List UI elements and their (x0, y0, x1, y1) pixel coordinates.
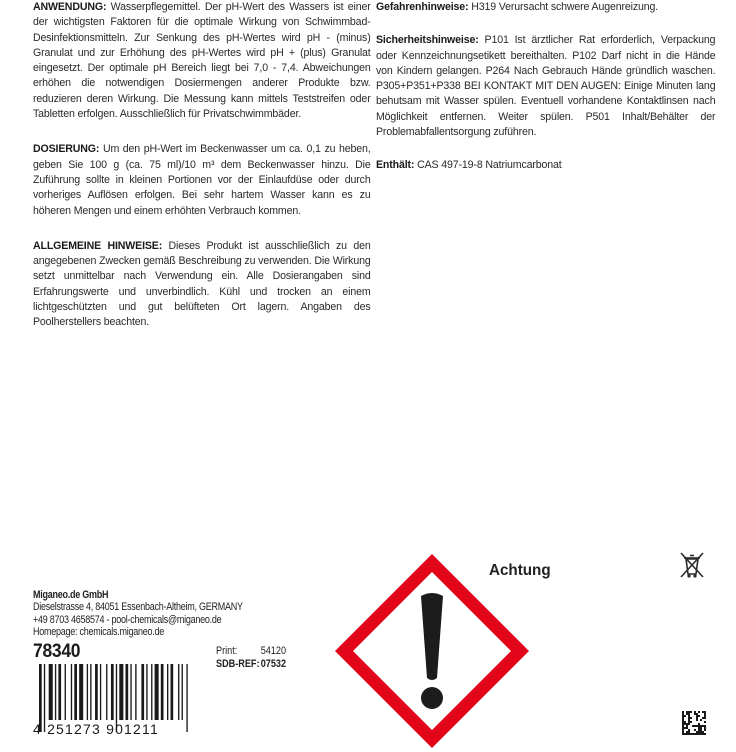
barcode-bar (119, 664, 123, 720)
datamatrix-cell (702, 725, 704, 727)
datamatrix-cell (700, 725, 702, 727)
datamatrix-cell (704, 733, 706, 735)
datamatrix-cell (696, 717, 698, 719)
barcode-bar (135, 664, 136, 720)
ghs07-exclamation-icon (331, 550, 533, 752)
barcode-bar (151, 664, 152, 720)
barcode-bar (71, 664, 72, 720)
datamatrix-cell (698, 715, 700, 717)
barcode-bar (182, 664, 183, 720)
barcode-bar (146, 664, 147, 720)
datamatrix-cell (688, 729, 690, 731)
datamatrix-cell (704, 725, 706, 727)
barcode-digits: 4 251273 901211 (33, 721, 159, 737)
datamatrix-cell (690, 717, 692, 719)
barcode-bar (126, 664, 129, 720)
datamatrix-cell (692, 733, 694, 735)
datamatrix-cell (682, 729, 684, 731)
datamatrix-cell (688, 733, 690, 735)
anwendung-paragraph (33, 0, 371, 122)
datamatrix-cell (682, 717, 684, 719)
barcode-bar (65, 664, 66, 720)
datamatrix-cell (686, 711, 688, 713)
datamatrix-cell (700, 727, 702, 729)
barcode-bar (161, 664, 164, 720)
datamatrix-cell (698, 711, 700, 713)
barcode-bar (178, 664, 179, 720)
barcode-bar (87, 664, 88, 720)
datamatrix-cell (688, 715, 690, 717)
sdb-value: 07532 (260, 658, 287, 670)
datamatrix-cell (686, 727, 688, 729)
datamatrix-cell (704, 717, 706, 719)
print-value: 54120 (260, 645, 287, 657)
datamatrix-cell (698, 731, 700, 733)
datamatrix-cell (688, 711, 690, 713)
enthaelt-text: CAS 497-19-8 Natriumcarbonat (414, 159, 562, 172)
datamatrix-cell (694, 733, 696, 735)
datamatrix-cell (684, 721, 686, 723)
company-homepage: Homepage: chemicals.miganeo.de (33, 626, 165, 639)
datamatrix-cell (700, 729, 702, 731)
print-label: Print: (216, 645, 238, 657)
datamatrix-icon (682, 711, 706, 736)
anwendung-text: Wasserpflegemittel. Der pH-Wert des Wassers ist einer der wichtigsten Faktoren für die optimale Wirkung von Schwimmbad-Desinfektionsmitteln. Zur Senkung des pH-Wertes wird pH - (minus) Granulat und zur Erhöhung des pH-Wertes wird pH + (plus) Granulat eingesetzt. Der optimale pH Bereich liegt bei 7,0 - 7,4. Abweichungen erhöhen die notwendigen Dosiermengen anderer Produkte bzw. reduzieren deren Wirkung. Die Messung kann mittels Teststreifen oder Tabletten erfolgen. Ausschließlich für Privatschwimmbäder. (33, 1, 371, 121)
datamatrix-cell (702, 717, 704, 719)
barcode-bar (106, 664, 107, 720)
datamatrix-cell (682, 723, 684, 725)
datamatrix-cell (690, 711, 692, 713)
datamatrix-cell (704, 721, 706, 723)
datamatrix-cell (682, 721, 684, 723)
datamatrix-cell (704, 727, 706, 729)
datamatrix-cell (682, 727, 684, 729)
enthaelt-paragraph (376, 158, 715, 173)
barcode-bar (74, 664, 77, 720)
sicherheit-text: P101 Ist ärztlicher Rat erforderlich, Verpackung oder Kennzeichnungsetikett bereithalten. P102 Darf nicht in die Hände von Kindern gelangen. P264 Nach Gebrauch Hände gründlich waschen. P305+P351+P338 BEI KONTAKT MIT DEN AUGEN: Einige Minuten lang behutsam mit Wasser spülen. Eventuell vorhandene Kontaktlinsen nach Möglichkeit entfernen. Weiter spülen. P501 Inhalt/Behälter der Problemabfallentsorgung zuführen. (376, 34, 716, 139)
barcode-bar (49, 664, 53, 720)
datamatrix-cell (702, 733, 704, 735)
signal-word: Achtung (489, 562, 551, 579)
datamatrix-cell (686, 713, 688, 715)
datamatrix-cell (684, 733, 686, 735)
barcode-bar (90, 664, 91, 720)
datamatrix-cell (700, 731, 702, 733)
company-contact: +49 8703 4658574 - pool-chemicals@miganeo.de (33, 613, 222, 626)
crossed-bin-icon (679, 551, 705, 579)
enthaelt-label: Enthält: (376, 159, 415, 172)
datamatrix-cell (698, 729, 700, 731)
barcode-bar (58, 664, 61, 720)
sicherheit-label: Sicherheitshinweise: (376, 34, 479, 47)
datamatrix-cell (682, 715, 684, 717)
datamatrix-cell (696, 733, 698, 735)
hinweise-text: Dieses Produkt ist ausschließlich zu den angegebenen Zwecken gemäß Beschreibung zu verwenden. Die Wirkung setzt unmittelbar nach Verwendung ein. Alle Dosierangaben sind Erfahrungswerte und unverbindlich. Kühl und trocken an einem lichtgeschützten und gut belüfteten Ort lagern. Angaben des Poolherstellers beachten. (33, 239, 371, 329)
barcode-bar (155, 664, 159, 720)
datamatrix-cell (688, 719, 690, 721)
barcode-bar (130, 664, 131, 720)
hinweise-paragraph (33, 239, 371, 331)
datamatrix-cell (704, 711, 706, 713)
datamatrix-cell (696, 715, 698, 717)
datamatrix-cell (684, 727, 686, 729)
barcode-bar (79, 664, 83, 720)
datamatrix-cell (684, 715, 686, 717)
datamatrix-cell (696, 719, 698, 721)
datamatrix-cell (686, 731, 688, 733)
dosierung-paragraph (33, 142, 371, 218)
barcode-bar (100, 664, 101, 720)
datamatrix-cell (684, 723, 686, 725)
datamatrix-cell (688, 717, 690, 719)
datamatrix-cell (682, 713, 684, 715)
barcode-bar (111, 664, 114, 720)
barcode-bar (171, 664, 174, 720)
datamatrix-cell (682, 731, 684, 733)
datamatrix-cell (700, 719, 702, 721)
datamatrix-cell (696, 713, 698, 715)
datamatrix-cell (698, 725, 700, 727)
datamatrix-cell (690, 733, 692, 735)
datamatrix-cell (702, 731, 704, 733)
datamatrix-cell (688, 721, 690, 723)
gefahren-paragraph (376, 0, 715, 15)
company-name: Miganeo.de GmbH (33, 589, 109, 601)
datamatrix-cell (698, 723, 700, 725)
datamatrix-cell (692, 725, 694, 727)
datamatrix-cell (700, 733, 702, 735)
datamatrix-cell (698, 733, 700, 735)
datamatrix-cell (696, 725, 698, 727)
datamatrix-cell (694, 729, 696, 731)
article-number: 78340 (33, 641, 81, 662)
datamatrix-cell (694, 713, 696, 715)
anwendung-label: ANWENDUNG: (33, 1, 107, 13)
gefahren-label: Gefahrenhinweise: (376, 1, 469, 13)
sdb-label: SDB-REF: (216, 658, 260, 670)
right-column (376, 0, 715, 194)
barcode-bar (167, 664, 168, 720)
gefahren-text: H319 Verursacht schwere Augenreizung. (468, 1, 659, 13)
datamatrix-cell (682, 711, 684, 713)
datamatrix-cell (694, 725, 696, 727)
datamatrix-cell (682, 719, 684, 721)
datamatrix-cell (688, 713, 690, 715)
datamatrix-cell (702, 711, 704, 713)
barcode-bar (55, 664, 56, 720)
barcode-bar (141, 664, 144, 720)
datamatrix-cell (686, 733, 688, 735)
company-address: Dieselstrasse 4, 84051 Essenbach-Altheim, GERMANY (33, 601, 243, 614)
hinweise-label: ALLGEMEINE HINWEISE: (33, 239, 163, 252)
datamatrix-cell (688, 731, 690, 733)
print-info (216, 645, 286, 671)
datamatrix-cell (704, 729, 706, 731)
datamatrix-cell (686, 723, 688, 725)
left-column (33, 0, 371, 351)
datamatrix-cell (696, 731, 698, 733)
datamatrix-cell (704, 713, 706, 715)
datamatrix-cell (688, 723, 690, 725)
datamatrix-cell (698, 727, 700, 729)
sicherheit-paragraph (376, 33, 715, 140)
datamatrix-cell (682, 733, 684, 735)
datamatrix-cell (694, 711, 696, 713)
datamatrix-cell (682, 725, 684, 727)
datamatrix-cell (686, 725, 688, 727)
datamatrix-cell (704, 715, 706, 717)
dosierung-label: DOSIERUNG: (33, 143, 100, 156)
datamatrix-cell (690, 721, 692, 723)
dosierung-text: Um den pH-Wert im Beckenwasser um ca. 0,1 zu heben, geben Sie 100 g (ca. 75 ml)/10 m³ dem Beckenwasser hinzu. Die Zuführung sollte in kleinen Portionen vor der Einlaufdüse oder durch vorheriges Auflösen erfolgen. Bei sehr hartem Wasser kann es zu höheren Mengen und einem erhöhten Verbrauch kommen. (33, 143, 371, 217)
barcode-bar (95, 664, 98, 720)
company-block (33, 589, 288, 639)
